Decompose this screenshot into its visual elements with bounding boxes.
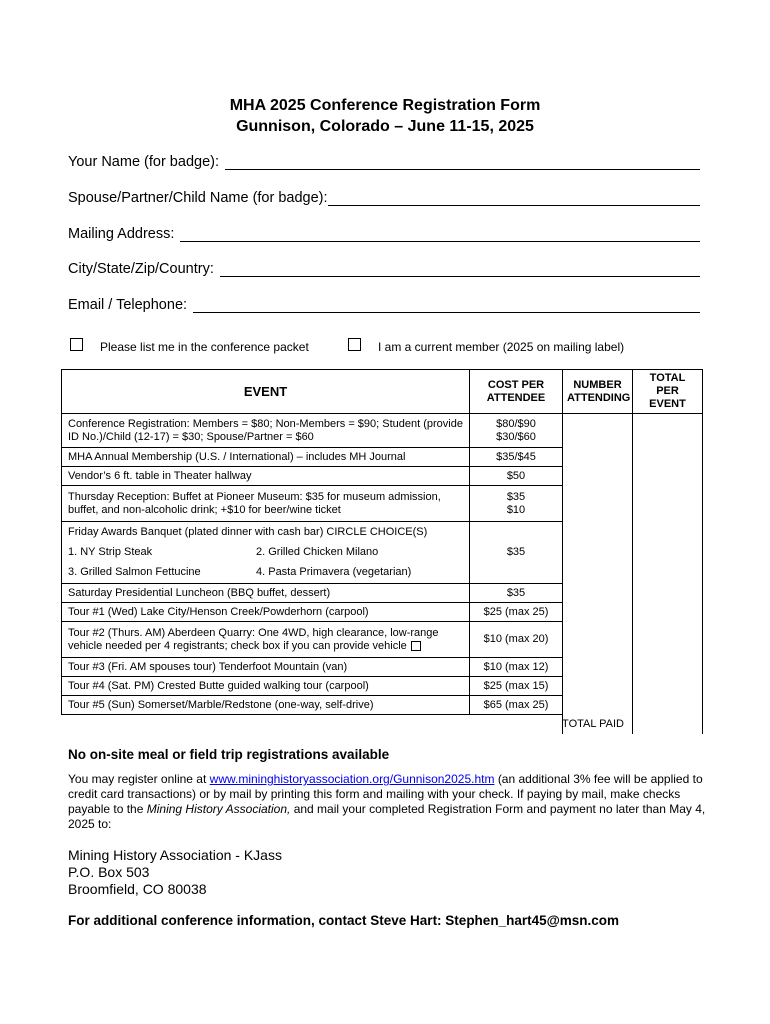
packet-checkbox[interactable]: [70, 338, 83, 351]
event-vendor: Vendor’s 6 ft. table in Theater hallway: [62, 467, 470, 486]
event-banquet: [62, 522, 470, 584]
name-label: Your Name (for badge):: [68, 154, 219, 170]
address-line2: P.O. Box 503: [68, 864, 150, 880]
cost-vendor: $50: [470, 467, 563, 486]
cost-tour3: $10 (max 12): [470, 658, 563, 677]
event-membership: MHA Annual Membership (U.S. / International) – includes MH Journal: [62, 448, 470, 467]
table-row: [62, 414, 703, 448]
event-tour3: Tour #3 (Fri. AM spouses tour) Tenderfoot Mountain (van): [62, 658, 470, 677]
city-line[interactable]: [220, 264, 700, 277]
member-checkbox-row[interactable]: [348, 334, 624, 354]
spouse-label: Spouse/Partner/Child Name (for badge):: [68, 190, 328, 206]
banquet-title: Friday Awards Banquet (plated dinner with cash bar) CIRCLE CHOICE(S): [68, 526, 428, 538]
no-onsite-heading: No on-site meal or field trip registrations available: [68, 747, 390, 762]
total-paid-label: TOTAL PAID: [62, 715, 633, 734]
address-line3: Broomfield, CO 80038: [68, 881, 207, 897]
event-tour4: Tour #4 (Sat. PM) Crested Butte guided walking tour (carpool): [62, 677, 470, 696]
name-line[interactable]: [225, 157, 700, 170]
event-tour2: [62, 622, 470, 658]
event-tour5: Tour #5 (Sun) Somerset/Marble/Redstone (one-way, self-drive): [62, 696, 470, 715]
spouse-line[interactable]: [328, 193, 700, 206]
cost-tour2: $10 (max 20): [470, 622, 563, 658]
event-luncheon: Saturday Presidential Luncheon (BBQ buffet, dessert): [62, 584, 470, 603]
banquet-choice-2: 2. Grilled Chicken Milano: [256, 546, 379, 558]
mailing-address: [68, 847, 282, 898]
cost-membership: $35/$45: [470, 448, 563, 467]
table-header-row: [62, 370, 703, 414]
instructions-paragraph: [68, 772, 708, 832]
tour2-line1: Tour #2 (Thurs. AM) Aberdeen Quarry: One 4WD, high clearance, low-range: [68, 626, 439, 639]
address-label: Mailing Address:: [68, 226, 175, 242]
number-column[interactable]: [563, 414, 633, 734]
city-field[interactable]: [68, 261, 700, 277]
header-cost: COST PER ATTENDEE: [470, 370, 563, 414]
member-checkbox[interactable]: [348, 338, 361, 351]
banquet-choice-3: 3. Grilled Salmon Fettucine: [68, 566, 201, 578]
banquet-choice-4: 4. Pasta Primavera (vegetarian): [256, 566, 412, 578]
packet-checkbox-row[interactable]: [70, 334, 309, 354]
email-label: Email / Telephone:: [68, 297, 188, 313]
total-paid-row: [62, 715, 703, 734]
cost-tour5: $65 (max 25): [470, 696, 563, 715]
vehicle-checkbox[interactable]: [411, 641, 421, 651]
tour2-line2: vehicle needed per 4 registrants; check box if you can provide vehicle: [68, 639, 407, 652]
packet-label: Please list me in the conference packet: [100, 340, 309, 354]
cost-registration-1: $80/$90: [496, 417, 536, 430]
instructions-part3: and mail your completed Registration Form and payment no later than May 4, 2025 to:: [68, 802, 706, 831]
spouse-field[interactable]: [68, 190, 700, 206]
email-field[interactable]: [68, 297, 700, 313]
cost-banquet: $35: [470, 522, 563, 584]
email-line[interactable]: [193, 300, 700, 313]
cost-luncheon: $35: [470, 584, 563, 603]
instructions-part1: You may register online at: [68, 772, 207, 786]
name-field[interactable]: [68, 154, 700, 170]
banquet-choices-row2: [68, 566, 463, 579]
event-registration: Conference Registration: Members = $80; Non-Members = $90; Student (provide ID No.)/Child (12-17) = $30; Spouse/Partner = $60: [62, 414, 470, 448]
cost-reception-1: $35: [506, 490, 526, 503]
address-field[interactable]: [68, 226, 700, 242]
form-subtitle: Gunnison, Colorado – June 11-15, 2025: [236, 118, 534, 135]
register-online-link[interactable]: www.mininghistoryassociation.org/Gunnison2025.htm: [209, 772, 495, 786]
contact-info: For additional conference information, contact Steve Hart: Stephen_hart45@msn.com: [68, 913, 620, 928]
banquet-choices-row1: [68, 546, 463, 559]
address-line1: Mining History Association - KJass: [68, 847, 282, 863]
event-tour1: Tour #1 (Wed) Lake City/Henson Creek/Powderhorn (carpool): [62, 603, 470, 622]
cost-registration: [470, 414, 563, 448]
address-line[interactable]: [180, 229, 700, 242]
cost-tour1: $25 (max 25): [470, 603, 563, 622]
form-title: MHA 2025 Conference Registration Form: [229, 97, 541, 114]
tour2-line2-row: [68, 640, 463, 653]
instructions-part2: (an additional 3% fee will be applied to credit card transactions) or by mail by printing this form and mailing with your check. If paying by mail, make checks payable to the: [68, 772, 703, 816]
header-event: EVENT: [62, 370, 470, 414]
org-name-italic: Mining History Association,: [146, 802, 291, 816]
total-column[interactable]: [633, 414, 703, 734]
cost-reception-2: $10: [506, 503, 526, 516]
cost-reception: [470, 486, 563, 522]
header-total: TOTAL PER EVENT: [633, 370, 703, 414]
registration-table: [61, 369, 703, 734]
member-label: I am a current member (2025 on mailing label): [378, 340, 625, 354]
city-label: City/State/Zip/Country:: [68, 261, 214, 277]
event-reception: Thursday Reception: Buffet at Pioneer Museum: $35 for museum admission, buffet, and non-alcoholic drink; +$10 for beer/wine ticket: [62, 486, 470, 522]
banquet-choice-1: 1. NY Strip Steak: [68, 546, 153, 558]
header-number: NUMBER ATTENDING: [563, 370, 633, 414]
cost-registration-2: $30/$60: [496, 430, 536, 443]
cost-tour4: $25 (max 15): [470, 677, 563, 696]
